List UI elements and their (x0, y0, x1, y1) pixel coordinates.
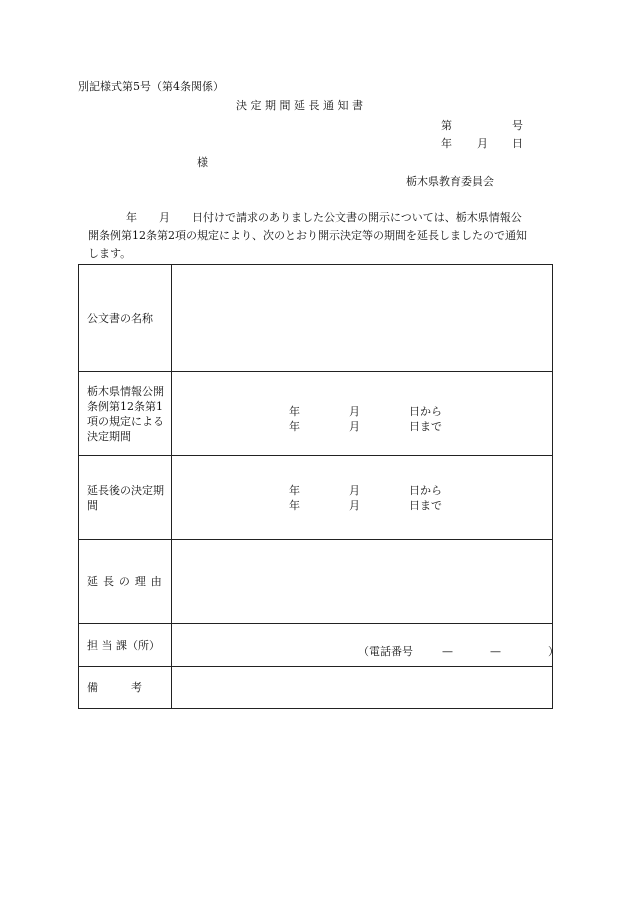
document-title: 決 定 期 間 延 長 通 知 書 (236, 99, 363, 112)
date-year: 年 (441, 137, 452, 150)
body-line-1 (88, 209, 562, 227)
number-prefix: 第 (441, 119, 452, 132)
phone-close: ） (548, 645, 559, 658)
extended-from: 日から (409, 484, 442, 497)
period-month-from: 月 (349, 405, 360, 418)
addressee-suffix: 様 (197, 156, 208, 169)
row-remarks (79, 667, 553, 709)
value-document-name[interactable] (172, 265, 553, 372)
body-line-1-text: 日付けで請求のありました公文書の開示については、栃木県情報公 (192, 211, 522, 224)
value-department[interactable] (172, 624, 559, 667)
period-month-until: 月 (349, 420, 360, 433)
phone-label: （電話番号 (358, 645, 413, 658)
period-year-from: 年 (289, 405, 300, 418)
phone-dash-1: — (442, 645, 453, 658)
period-from: 日から (409, 405, 442, 418)
row-department (79, 624, 553, 667)
form-reference: 別記様式第5号（第4条関係） (78, 80, 224, 93)
row-extended-period (79, 456, 553, 540)
label-department: 担 当 課（所） (79, 624, 172, 667)
value-decision-period[interactable] (172, 372, 553, 456)
issuer: 栃木県教育委員会 (406, 175, 494, 188)
value-reason[interactable] (172, 540, 553, 624)
extended-year-until: 年 (289, 499, 300, 512)
label-decision-period: 栃木県情報公開条例第12条第1項の規定による決定期間 (79, 372, 172, 456)
extended-month-from: 月 (349, 484, 360, 497)
number-suffix: 号 (512, 119, 523, 132)
body-line-3: します。 (88, 247, 132, 260)
label-reason: 延長の理由 (79, 540, 172, 624)
body-month: 月 (159, 211, 170, 224)
body-line-2: 開条例第12条第2項の規定により、次のとおり開示決定等の期間を延長しましたので通知 (88, 229, 527, 242)
period-year-until: 年 (289, 420, 300, 433)
phone-dash-2: — (490, 645, 501, 658)
extended-year-from: 年 (289, 484, 300, 497)
details-table (78, 264, 559, 709)
date-day: 日 (512, 137, 523, 150)
row-decision-period (79, 372, 553, 456)
row-reason (79, 540, 553, 624)
label-document-name: 公文書の名称 (79, 265, 172, 372)
extended-until: 日まで (409, 499, 442, 512)
body-paragraph (88, 209, 562, 263)
period-until: 日まで (409, 420, 442, 433)
value-extended-period[interactable] (172, 456, 553, 540)
body-year: 年 (126, 211, 137, 224)
value-remarks[interactable] (172, 667, 553, 709)
extended-month-until: 月 (349, 499, 360, 512)
row-document-name (79, 265, 553, 372)
label-remarks: 備 考 (79, 667, 172, 709)
date-month: 月 (477, 137, 488, 150)
label-extended-period: 延長後の決定期間 (79, 456, 172, 540)
